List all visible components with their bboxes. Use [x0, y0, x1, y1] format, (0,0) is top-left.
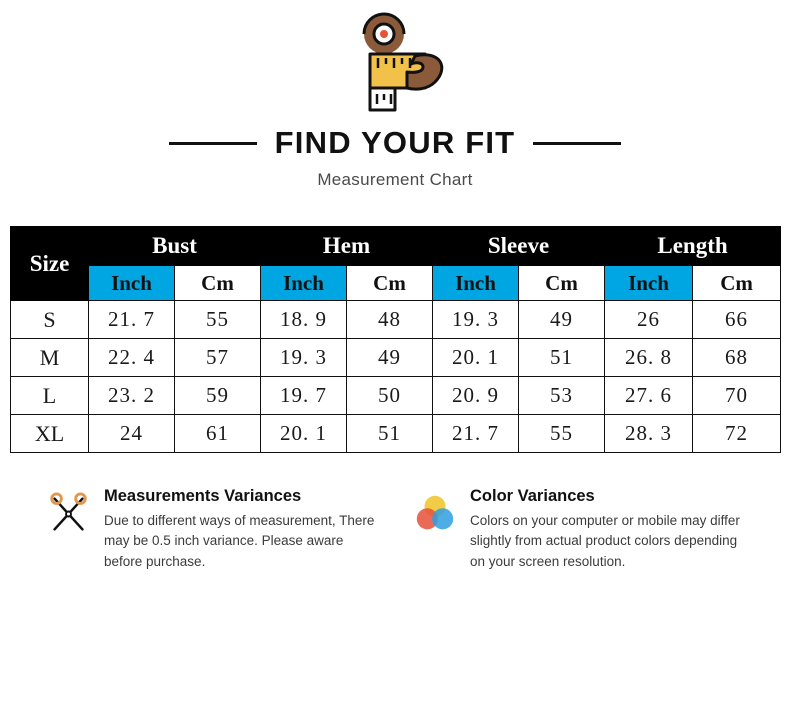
cell-bust-cm: 55	[175, 301, 261, 339]
table-row	[11, 377, 781, 415]
color-circles-icon	[412, 491, 458, 537]
row-size-label: XL	[11, 415, 89, 453]
cell-length-cm: 66	[693, 301, 781, 339]
cell-hem-inch: 19. 3	[261, 339, 347, 377]
header-unit-hem-inch: Inch	[261, 266, 347, 301]
cell-sleeve-inch: 20. 1	[433, 339, 519, 377]
cell-length-inch: 28. 3	[605, 415, 693, 453]
cell-sleeve-inch: 21. 7	[433, 415, 519, 453]
cell-sleeve-cm: 53	[519, 377, 605, 415]
title-row	[0, 125, 790, 161]
cell-hem-cm: 48	[347, 301, 433, 339]
cell-hem-cm: 51	[347, 415, 433, 453]
page-subtitle: Measurement Chart	[317, 170, 473, 189]
header-unit-length-cm: Cm	[693, 266, 781, 301]
row-size-label: L	[11, 377, 89, 415]
table-row	[11, 339, 781, 377]
cell-hem-inch: 20. 1	[261, 415, 347, 453]
cell-length-cm: 68	[693, 339, 781, 377]
table-unit-header-row	[11, 266, 781, 301]
cell-hem-cm: 50	[347, 377, 433, 415]
note-text	[470, 487, 744, 572]
cell-bust-inch: 21. 7	[89, 301, 175, 339]
table-group-header-row	[11, 227, 781, 266]
cell-bust-inch: 24	[89, 415, 175, 453]
notes-section	[0, 487, 790, 572]
cell-sleeve-cm: 49	[519, 301, 605, 339]
measuring-tape-icon	[315, 10, 475, 115]
cell-hem-inch: 18. 9	[261, 301, 347, 339]
note-title: Color Variances	[470, 487, 595, 505]
cell-length-inch: 27. 6	[605, 377, 693, 415]
header-unit-bust-cm: Cm	[175, 266, 261, 301]
cell-bust-inch: 22. 4	[89, 339, 175, 377]
note-measurements-variances	[46, 487, 378, 572]
size-chart-wrapper	[10, 226, 780, 453]
cell-sleeve-inch: 20. 9	[433, 377, 519, 415]
row-size-label: S	[11, 301, 89, 339]
cell-length-inch: 26. 8	[605, 339, 693, 377]
cell-hem-inch: 19. 7	[261, 377, 347, 415]
note-color-variances	[412, 487, 744, 572]
note-title: Measurements Variances	[104, 487, 302, 505]
header-unit-hem-cm: Cm	[347, 266, 433, 301]
header-unit-sleeve-cm: Cm	[519, 266, 605, 301]
size-chart-table	[10, 226, 781, 453]
cell-bust-cm: 57	[175, 339, 261, 377]
header	[0, 0, 790, 190]
header-unit-sleeve-inch: Inch	[433, 266, 519, 301]
header-unit-length-inch: Inch	[605, 266, 693, 301]
cell-bust-inch: 23. 2	[89, 377, 175, 415]
cell-hem-cm: 49	[347, 339, 433, 377]
header-group-bust: Bust	[89, 227, 261, 266]
note-text	[104, 487, 378, 572]
header-group-length: Length	[605, 227, 781, 266]
title-rule-left	[169, 142, 257, 145]
cell-sleeve-inch: 19. 3	[433, 301, 519, 339]
cell-sleeve-cm: 51	[519, 339, 605, 377]
table-row	[11, 301, 781, 339]
cell-bust-cm: 61	[175, 415, 261, 453]
scissors-icon	[46, 491, 92, 537]
header-unit-bust-inch: Inch	[89, 266, 175, 301]
row-size-label: M	[11, 339, 89, 377]
cell-sleeve-cm: 55	[519, 415, 605, 453]
cell-length-inch: 26	[605, 301, 693, 339]
header-size: Size	[11, 227, 89, 301]
cell-length-cm: 72	[693, 415, 781, 453]
cell-length-cm: 70	[693, 377, 781, 415]
cell-bust-cm: 59	[175, 377, 261, 415]
page-title: FIND YOUR FIT	[274, 125, 516, 160]
note-body: Due to different ways of measurement, There may be 0.5 inch variance. Please aware before purchase.	[104, 513, 375, 569]
table-row	[11, 415, 781, 453]
header-group-hem: Hem	[261, 227, 433, 266]
header-group-sleeve: Sleeve	[433, 227, 605, 266]
title-rule-right	[533, 142, 621, 145]
note-body: Colors on your computer or mobile may differ slightly from actual product colors depending on your screen resolution.	[470, 513, 740, 569]
